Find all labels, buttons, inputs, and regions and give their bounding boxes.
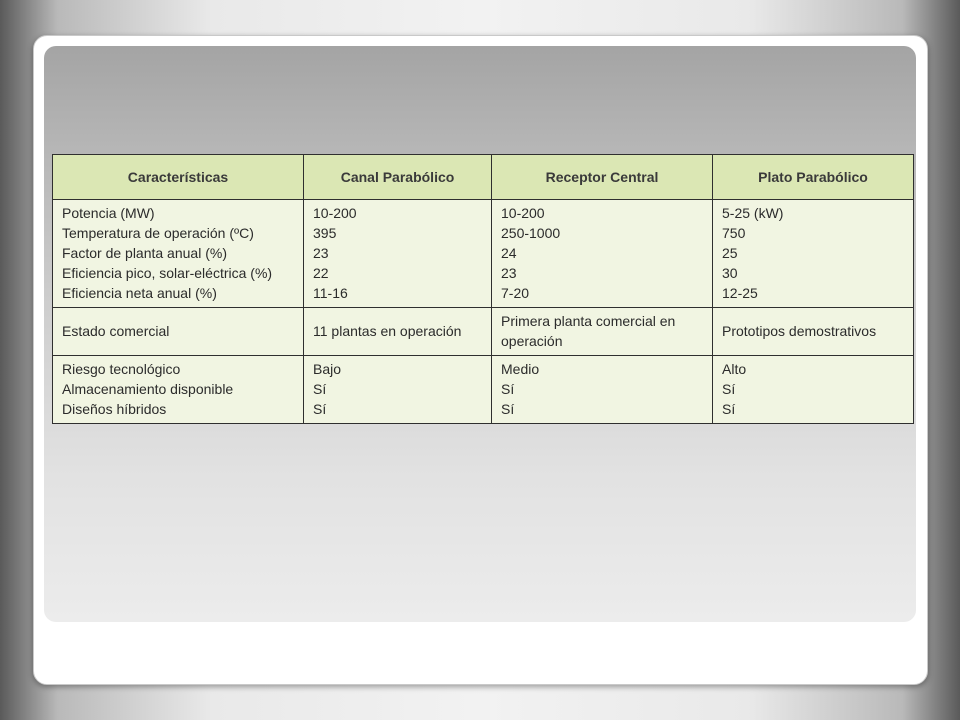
cell-plato: Prototipos demostrativos [713, 308, 914, 356]
characteristic-label: Potencia (MW) [62, 205, 155, 221]
cell-plato [713, 200, 914, 308]
header-caracteristicas: Características [53, 155, 304, 200]
cell-value: 7-20 [501, 285, 530, 301]
cell-canal: 11 plantas en operación [304, 308, 492, 356]
characteristic-label: Eficiencia pico, solar-eléctrica (%) [62, 265, 273, 281]
table-row-performance [53, 200, 914, 308]
header-plato-parabolico: Plato Parabólico [713, 155, 914, 200]
cell-value: Sí [722, 381, 736, 397]
cell-characteristics: Estado comercial [53, 308, 304, 356]
cell-plato [713, 356, 914, 424]
cell-value: 22 [313, 265, 329, 281]
table-row-commercial [53, 308, 914, 356]
characteristic-label: Riesgo tecnológico [62, 361, 181, 377]
cell-receptor [492, 356, 713, 424]
cell-value: 250-1000 [501, 225, 561, 241]
cell-value: 395 [313, 225, 337, 241]
cell-value: 30 [722, 265, 738, 281]
cell-value: 750 [722, 225, 746, 241]
cell-value: Sí [313, 401, 327, 417]
cell-value: 10-200 [501, 205, 545, 221]
cell-value: Sí [313, 381, 327, 397]
table-row-risk [53, 356, 914, 424]
cell-value: Sí [501, 401, 515, 417]
cell-value: Bajo [313, 361, 342, 377]
cell-value: 12-25 [722, 285, 758, 301]
header-row [53, 155, 914, 200]
characteristic-label: Eficiencia neta anual (%) [62, 285, 217, 301]
cell-value: 25 [722, 245, 738, 261]
characteristic-label: Almacenamiento disponible [62, 381, 234, 397]
cell-value: 5-25 (kW) [722, 205, 784, 221]
comparison-table [52, 154, 914, 424]
cell-value: 24 [501, 245, 517, 261]
cell-receptor [492, 200, 713, 308]
cell-value: 23 [501, 265, 517, 281]
cell-value: Sí [501, 381, 515, 397]
cell-canal [304, 200, 492, 308]
characteristic-label: Temperatura de operación (ºC) [62, 225, 254, 241]
characteristic-label: Diseños híbridos [62, 401, 167, 417]
cell-value: Medio [501, 361, 540, 377]
cell-value: 23 [313, 245, 329, 261]
cell-value: 11-16 [313, 285, 348, 301]
cell-value: Sí [722, 401, 736, 417]
header-receptor-central: Receptor Central [492, 155, 713, 200]
cell-value: Alto [722, 361, 747, 377]
cell-characteristics [53, 356, 304, 424]
cell-receptor: Primera planta comercial en operación [492, 308, 713, 356]
header-canal-parabolico: Canal Parabólico [304, 155, 492, 200]
cell-characteristics [53, 200, 304, 308]
characteristic-label: Factor de planta anual (%) [62, 245, 227, 261]
cell-value: 10-200 [313, 205, 357, 221]
cell-canal [304, 356, 492, 424]
